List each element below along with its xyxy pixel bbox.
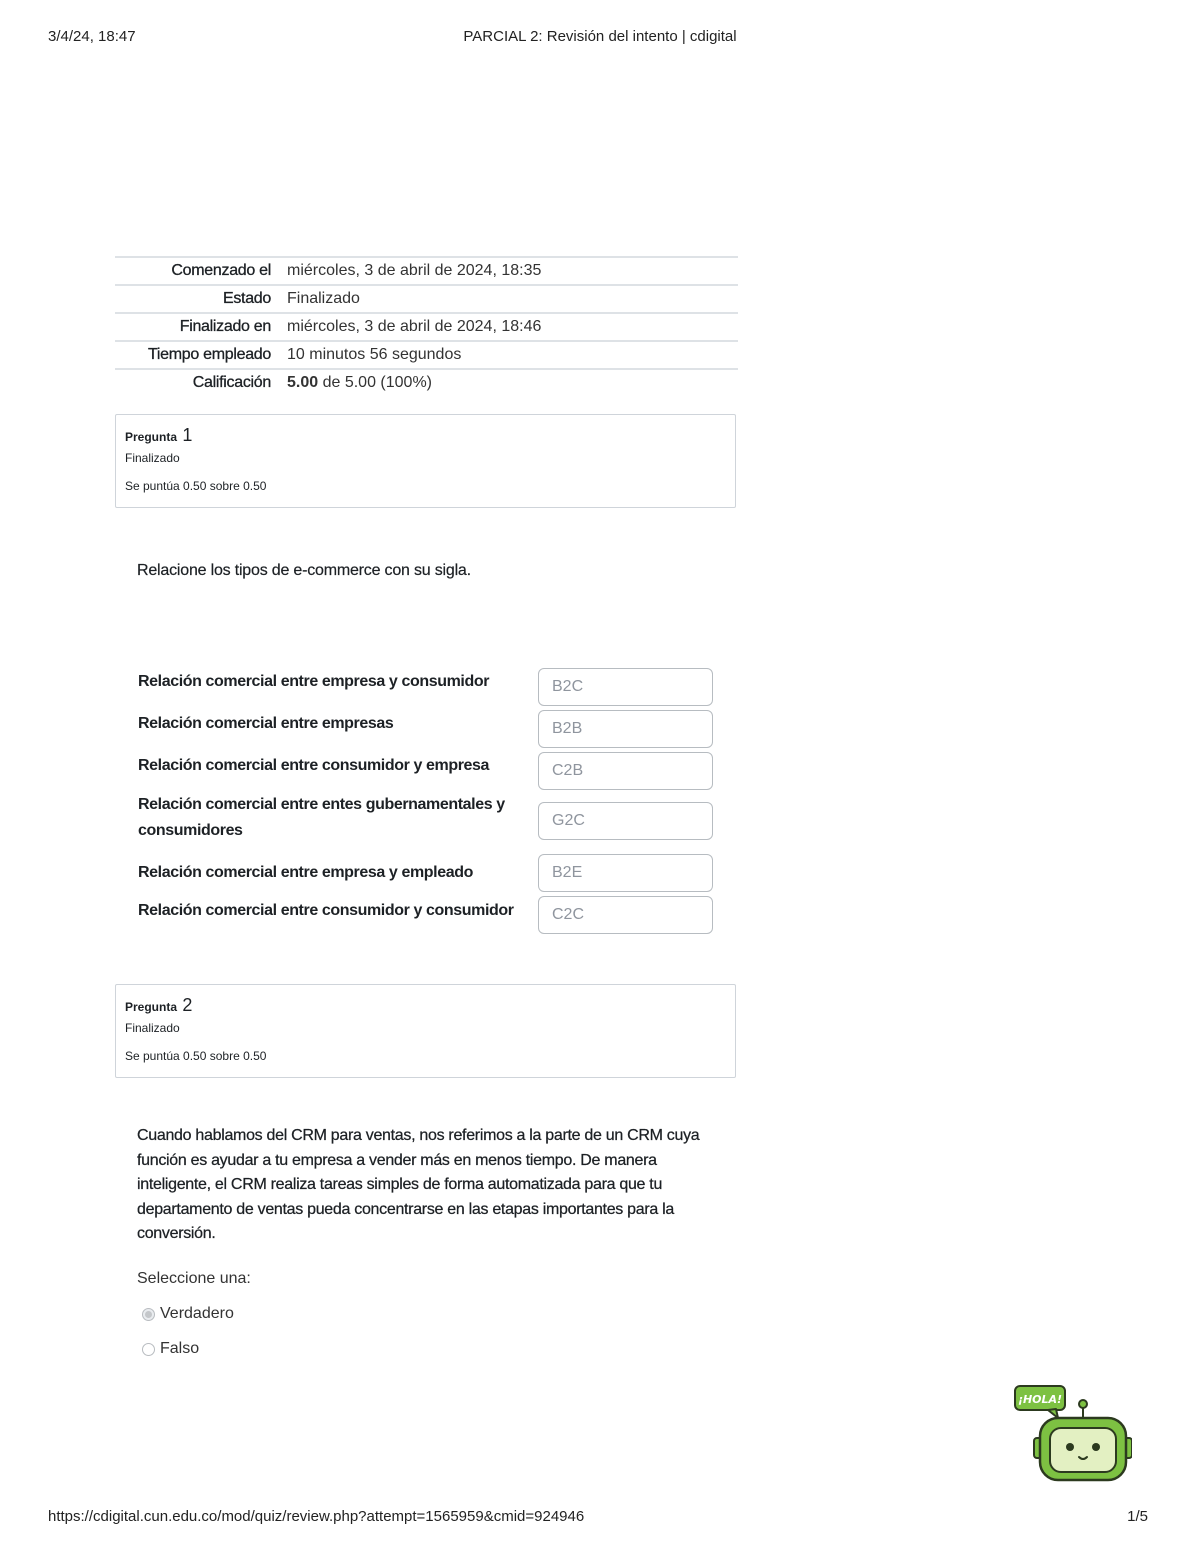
summary-value: Finalizado — [287, 290, 360, 307]
match-answer-select[interactable]: G2C — [538, 802, 713, 840]
option-label: Falso — [160, 1340, 200, 1357]
option-false[interactable] — [142, 1340, 199, 1358]
print-page-number: 1/5 — [1127, 1508, 1148, 1525]
summary-row-time — [115, 342, 738, 370]
summary-label: Finalizado en — [179, 318, 271, 335]
question-1-text: Relacione los tipos de e-commerce con su sigla. — [137, 562, 471, 579]
question-2-text: Cuando hablamos del CRM para ventas, nos referimos a la parte de un CRM cuya función es ayudar a tu empresa a vender más en menos tiempo. De manera inteligente, el CRM realiza tareas simples de forma automatizada para que tu departamento de ventas pueda concentrarse en las etapas importantes para la conversión. — [137, 1127, 700, 1242]
question-grade: Se puntúa 0.50 sobre 0.50 — [125, 1049, 267, 1063]
option-label: Verdadero — [160, 1305, 234, 1322]
attempt-summary-table — [115, 256, 738, 396]
match-label: Relación comercial entre empresas — [138, 715, 394, 732]
match-label: Relación comercial entre consumidor y consumidor — [138, 902, 514, 919]
chatbot-bubble-text: ¡HOLA! — [1017, 1393, 1063, 1406]
print-title: PARCIAL 2: Revisión del intento | cdigital — [463, 28, 737, 45]
summary-label: Estado — [222, 290, 271, 307]
match-answer-select[interactable]: C2B — [538, 752, 713, 790]
option-true[interactable] — [142, 1305, 234, 1323]
grade-score: 5.00 — [287, 374, 319, 391]
match-label: Relación comercial entre empresa y empleado — [138, 864, 473, 881]
summary-row-finished — [115, 314, 738, 342]
question-number-value: 1 — [182, 425, 193, 445]
summary-label: Calificación — [192, 374, 271, 391]
print-url: https://cdigital.cun.edu.co/mod/quiz/review.php?attempt=1565959&cmid=924946 — [48, 1508, 585, 1525]
match-answer-select[interactable]: C2C — [538, 896, 713, 934]
summary-value: miércoles, 3 de abril de 2024, 18:46 — [287, 318, 542, 335]
question-number: Pregunta 1 — [125, 425, 193, 445]
summary-value — [287, 374, 432, 392]
match-label: Relación comercial entre entes gubernamentales y consumidores — [138, 796, 505, 839]
select-one-prompt: Seleccione una: — [137, 1270, 251, 1287]
chatbot-launcher[interactable] — [1012, 1384, 1132, 1484]
summary-row-started — [115, 258, 738, 286]
match-answer-select[interactable]: B2B — [538, 710, 713, 748]
summary-row-grade — [115, 370, 738, 396]
summary-value: miércoles, 3 de abril de 2024, 18:35 — [287, 262, 542, 279]
question-state: Finalizado — [125, 451, 180, 465]
question-number-value: 2 — [182, 995, 193, 1015]
summary-label: Tiempo empleado — [148, 346, 271, 363]
summary-row-state — [115, 286, 738, 314]
match-answer-select[interactable]: B2C — [538, 668, 713, 706]
question-grade: Se puntúa 0.50 sobre 0.50 — [125, 479, 267, 493]
question-2-info — [115, 984, 736, 1078]
match-label: Relación comercial entre empresa y consumidor — [138, 673, 490, 690]
match-label: Relación comercial entre consumidor y empresa — [138, 757, 490, 774]
summary-label: Comenzado el — [171, 262, 271, 279]
question-number: Pregunta 2 — [125, 995, 193, 1015]
radio-false[interactable] — [142, 1343, 155, 1356]
question-1-info — [115, 414, 736, 508]
question-state: Finalizado — [125, 1021, 180, 1035]
print-date: 3/4/24, 18:47 — [48, 28, 136, 45]
match-answer-select[interactable]: B2E — [538, 854, 713, 892]
robot-icon — [1012, 1384, 1132, 1484]
radio-true[interactable] — [142, 1308, 155, 1321]
grade-rest: de 5.00 (100%) — [318, 374, 432, 391]
summary-value: 10 minutos 56 segundos — [287, 346, 462, 363]
